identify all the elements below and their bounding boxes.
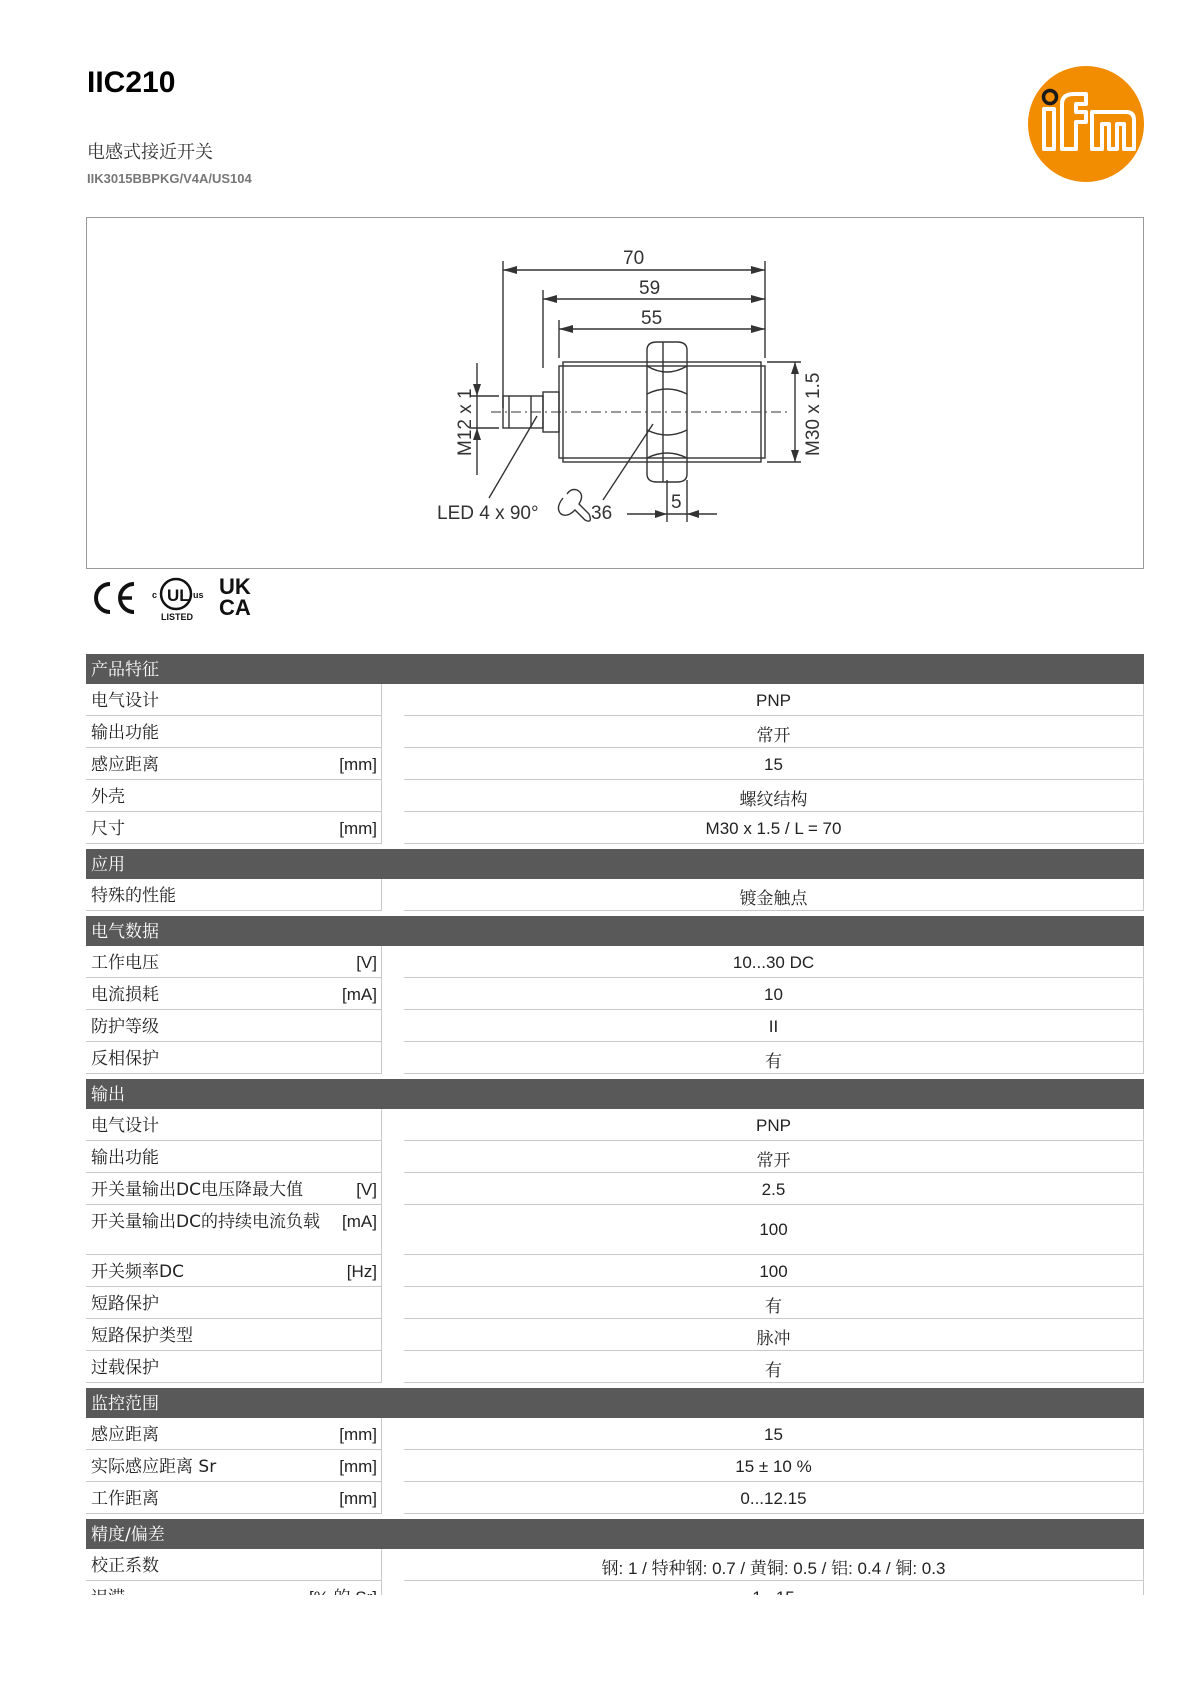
spec-row xyxy=(86,780,1144,812)
section-header: 监控范围 xyxy=(86,1388,1144,1418)
spec-value: II xyxy=(404,1010,1144,1042)
spec-label: 尺寸 xyxy=(91,819,125,839)
spec-label: 感应距离 xyxy=(91,755,159,775)
spec-label: 实际感应距离 Sr xyxy=(91,1457,217,1477)
spec-label-cell xyxy=(86,748,382,780)
spec-gap xyxy=(382,1418,404,1450)
spec-label-cell xyxy=(86,1010,382,1042)
svg-text:c: c xyxy=(152,590,158,600)
svg-text:us: us xyxy=(193,590,204,600)
spec-unit: [V] xyxy=(356,1180,377,1199)
svg-text:UK: UK xyxy=(219,574,251,599)
spec-row xyxy=(86,946,1144,978)
spec-label: 短路保护 xyxy=(91,1294,159,1314)
spec-label-cell xyxy=(86,1549,382,1581)
spec-gap xyxy=(382,1173,404,1205)
spec-gap xyxy=(382,946,404,978)
spec-gap xyxy=(382,978,404,1010)
dimension-drawing-svg xyxy=(87,218,1145,570)
svg-text:UL: UL xyxy=(167,586,190,605)
spec-label-cell xyxy=(86,1450,382,1482)
spec-label-cell xyxy=(86,1255,382,1287)
section-header: 输出 xyxy=(86,1079,1144,1109)
spec-gap xyxy=(382,1255,404,1287)
product-title: IIC210 xyxy=(87,66,176,99)
spec-label-cell xyxy=(86,946,382,978)
led-label: LED 4 x 90° xyxy=(437,503,539,524)
spec-gap xyxy=(382,812,404,844)
spec-row xyxy=(86,1549,1144,1581)
spec-row xyxy=(86,1450,1144,1482)
spec-gap xyxy=(382,1141,404,1173)
spec-label: 外壳 xyxy=(91,787,125,807)
spec-label: 短路保护类型 xyxy=(91,1326,193,1346)
spec-row xyxy=(86,684,1144,716)
spec-label: 校正系数 xyxy=(91,1556,159,1576)
product-subtitle: 电感式接近开关 xyxy=(87,142,213,163)
spec-value: 0...12.15 xyxy=(404,1482,1144,1514)
spec-row xyxy=(86,1482,1144,1514)
spec-label-cell xyxy=(86,780,382,812)
spec-value: 钢: 1 / 特种钢: 0.7 / 黄铜: 0.5 / 铝: 0.4 / 铜: 0.3 xyxy=(404,1549,1144,1581)
dim-body-thread-label: M30 x 1.5 xyxy=(803,372,824,456)
spec-gap xyxy=(382,1287,404,1319)
spec-row xyxy=(86,812,1144,844)
spec-row xyxy=(86,1319,1144,1351)
spec-label: 开关量输出DC电压降最大值 xyxy=(91,1180,303,1200)
spec-label: 工作距离 xyxy=(91,1489,159,1509)
ce-mark-icon xyxy=(92,578,138,618)
spec-row xyxy=(86,1418,1144,1450)
spec-gap xyxy=(382,716,404,748)
spec-label-cell xyxy=(86,1205,382,1255)
spec-label: 防护等级 xyxy=(91,1017,159,1037)
section-header: 应用 xyxy=(86,849,1144,879)
spec-value: 有 xyxy=(404,1042,1144,1074)
spec-gap xyxy=(382,684,404,716)
section-header: 产品特征 xyxy=(86,654,1144,684)
spec-gap xyxy=(382,1351,404,1383)
spec-label: 过载保护 xyxy=(91,1358,159,1378)
spec-row xyxy=(86,1287,1144,1319)
spec-value: 15 ± 10 % xyxy=(404,1450,1144,1482)
spec-gap xyxy=(382,1205,404,1255)
dim-body-label: 55 xyxy=(641,308,663,329)
spec-label-cell xyxy=(86,1418,382,1450)
section-header: 精度/偏差 xyxy=(86,1519,1144,1549)
spec-label: 输出功能 xyxy=(91,1148,159,1168)
spec-unit: [mm] xyxy=(339,1489,377,1508)
spec-unit: [V] xyxy=(356,953,377,972)
spec-value: 镀金触点 xyxy=(404,879,1144,911)
spec-label-cell xyxy=(86,716,382,748)
spec-value: M30 x 1.5 / L = 70 xyxy=(404,812,1144,844)
svg-text:CA: CA xyxy=(219,595,251,618)
dimension-drawing xyxy=(86,217,1144,569)
spec-value: 10 xyxy=(404,978,1144,1010)
spec-gap xyxy=(382,1042,404,1074)
spec-label-cell xyxy=(86,1109,382,1141)
spec-value: PNP xyxy=(404,684,1144,716)
spec-label-cell xyxy=(86,1482,382,1514)
spec-gap xyxy=(382,1549,404,1581)
ul-listed-icon xyxy=(150,576,208,622)
spec-gap xyxy=(382,1109,404,1141)
specification-table xyxy=(86,654,1144,1613)
spec-label-cell xyxy=(86,1287,382,1319)
page-bottom-margin xyxy=(0,1595,1196,1690)
spec-unit: [mm] xyxy=(339,755,377,774)
spec-value: 100 xyxy=(404,1205,1144,1255)
spec-gap xyxy=(382,1450,404,1482)
spec-label-cell xyxy=(86,1173,382,1205)
spec-value: 脉冲 xyxy=(404,1319,1144,1351)
spec-row xyxy=(86,1255,1144,1287)
spec-gap xyxy=(382,780,404,812)
spec-value: 10...30 DC xyxy=(404,946,1144,978)
section-header: 电气数据 xyxy=(86,916,1144,946)
spec-row xyxy=(86,978,1144,1010)
spec-label: 特殊的性能 xyxy=(91,886,176,906)
spec-label: 输出功能 xyxy=(91,723,159,743)
spec-value: 2.5 xyxy=(404,1173,1144,1205)
spec-unit: [mA] xyxy=(342,985,377,1004)
spec-label-cell xyxy=(86,1042,382,1074)
spec-unit: [mA] xyxy=(342,1212,377,1231)
spec-unit: [mm] xyxy=(339,1457,377,1476)
part-number: IIK3015BBPKG/V4A/US104 xyxy=(87,171,252,186)
spec-label-cell xyxy=(86,1141,382,1173)
spec-value: 螺纹结构 xyxy=(404,780,1144,812)
spec-label-cell xyxy=(86,684,382,716)
spec-gap xyxy=(382,879,404,911)
ifm-logo xyxy=(1026,64,1146,184)
spec-row xyxy=(86,748,1144,780)
dim-connector-thread-label: M12 x 1 xyxy=(455,388,476,456)
spec-label: 开关量输出DC的持续电流负载 xyxy=(91,1212,320,1232)
spec-value: 100 xyxy=(404,1255,1144,1287)
spec-row xyxy=(86,1042,1144,1074)
wrench-size-label: 36 xyxy=(591,503,613,524)
spec-unit: [mm] xyxy=(339,1425,377,1444)
dim-total-label: 70 xyxy=(623,248,645,269)
spec-value: 常开 xyxy=(404,716,1144,748)
spec-row xyxy=(86,1109,1144,1141)
spec-row xyxy=(86,1351,1144,1383)
spec-label: 电气设计 xyxy=(91,691,159,711)
spec-label: 电流损耗 xyxy=(91,985,159,1005)
spec-row xyxy=(86,1010,1144,1042)
spec-label: 电气设计 xyxy=(91,1116,159,1136)
dim-mid-label: 59 xyxy=(639,278,661,299)
spec-value: 有 xyxy=(404,1287,1144,1319)
spec-label-cell xyxy=(86,1351,382,1383)
spec-row xyxy=(86,1205,1144,1255)
dim-nut-label: 5 xyxy=(671,492,682,513)
spec-label: 反相保护 xyxy=(91,1049,159,1069)
spec-row xyxy=(86,1141,1144,1173)
spec-label: 工作电压 xyxy=(91,953,159,973)
spec-value: 常开 xyxy=(404,1141,1144,1173)
spec-gap xyxy=(382,1319,404,1351)
spec-row xyxy=(86,716,1144,748)
spec-label: 开关频率DC xyxy=(91,1262,184,1282)
spec-value: PNP xyxy=(404,1109,1144,1141)
spec-value: 15 xyxy=(404,1418,1144,1450)
spec-gap xyxy=(382,1482,404,1514)
spec-label-cell xyxy=(86,879,382,911)
spec-gap xyxy=(382,1010,404,1042)
spec-gap xyxy=(382,748,404,780)
spec-unit: [Hz] xyxy=(346,1262,377,1281)
spec-unit: [mm] xyxy=(339,819,377,838)
spec-label-cell xyxy=(86,1319,382,1351)
spec-label-cell xyxy=(86,978,382,1010)
svg-text:LISTED: LISTED xyxy=(161,612,194,622)
ukca-mark-icon xyxy=(218,574,260,618)
spec-label-cell xyxy=(86,812,382,844)
spec-row xyxy=(86,1173,1144,1205)
spec-row xyxy=(86,879,1144,911)
spec-label: 感应距离 xyxy=(91,1425,159,1445)
spec-value: 有 xyxy=(404,1351,1144,1383)
spec-value: 15 xyxy=(404,748,1144,780)
